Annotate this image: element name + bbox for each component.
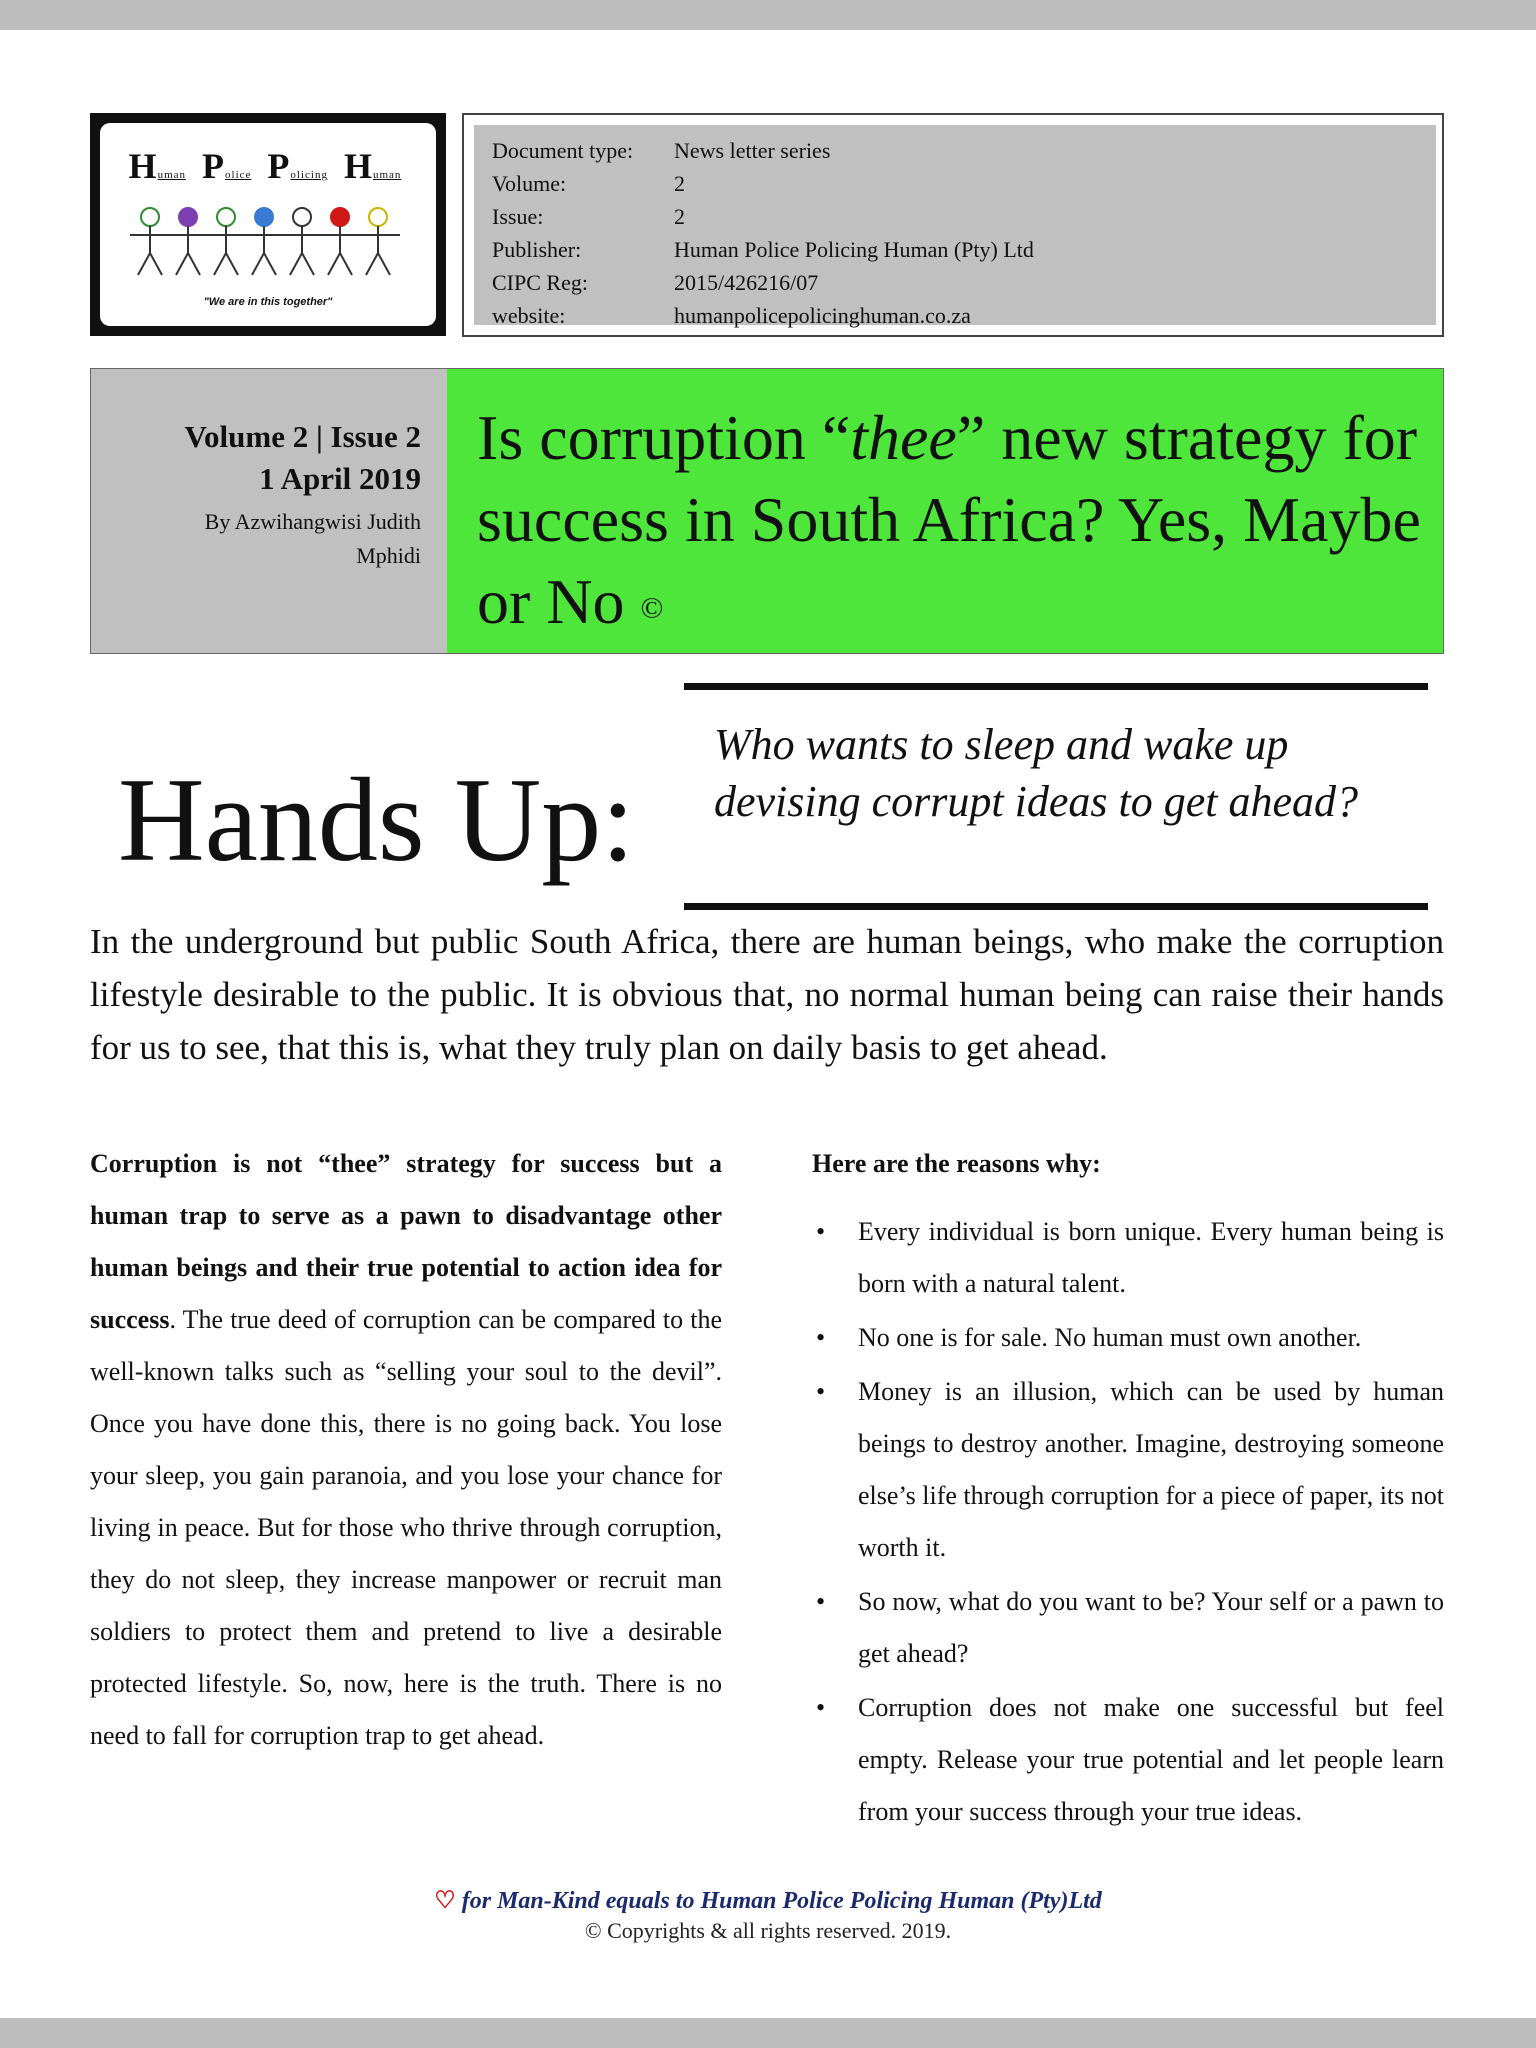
- info-key: CIPC Reg:: [492, 269, 588, 295]
- logo-letters: [100, 145, 436, 187]
- list-item: • Money is an illusion, which can be used by human beings to destroy another. Imagine, destroying someone else’s life through corruption for a piece of paper, its not worth it.: [812, 1366, 1444, 1574]
- website-value: humanpolicepolicinghuman.co.za: [674, 302, 971, 328]
- copyright-icon: ©: [640, 591, 664, 625]
- author-line-2: Mphidi: [356, 543, 421, 568]
- top-border-bar: [0, 0, 1536, 30]
- list-item: • No one is for sale. No human must own another.: [812, 1312, 1444, 1364]
- info-key: Volume:: [492, 170, 567, 196]
- headline-italic: thee: [850, 402, 957, 473]
- left-column-bold-lead: Corruption is not “thee” strategy for success but a human trap to serve as a pawn to disadvantage other human beings and their true potential to action idea for success: [90, 1149, 722, 1334]
- logo-letter-sub: olicing: [290, 169, 328, 181]
- reasons-heading: Here are the reasons why:: [812, 1149, 1101, 1178]
- bottom-rule: [684, 903, 1428, 910]
- info-row-issue: [492, 200, 1436, 233]
- section-subtitle: Who wants to sleep and wake up devising corrupt ideas to get ahead?: [714, 720, 1359, 826]
- logo-tagline: "We are in this together": [203, 296, 333, 308]
- info-row-website: [492, 299, 1436, 332]
- document-info-table: [474, 125, 1436, 328]
- stick-figures-icon: [130, 203, 410, 283]
- info-value: 2: [674, 203, 685, 229]
- issue-date: 1 April 2019: [259, 461, 421, 496]
- logo-letter: H: [128, 146, 158, 186]
- issue-info-panel: [91, 369, 447, 653]
- info-key: Document type:: [492, 137, 634, 163]
- left-column-body: . The true deed of corruption can be compared to the well-known talks such as “selling your soul to the devil”. Once you have done this, there is no going back. You lose your sleep, you gain paranoia, and you lose your chance for living in peace. But for those who thrive through corruption, they do not sleep, they increase manpower or recruit man soldiers to protect them and pretend to live a desirable protected lifestyle. So, now, here is the truth. There is no need to fall for corruption trap to get ahead.: [90, 1305, 722, 1750]
- top-rule: [684, 683, 1428, 690]
- volume-issue: Volume 2 | Issue 2: [184, 419, 421, 454]
- headline: [477, 397, 1423, 649]
- info-row-document-type: [492, 134, 1436, 167]
- info-value: 2: [674, 170, 685, 196]
- footer-copyright: © Copyrights & all rights reserved. 2019.: [584, 1918, 952, 1943]
- info-value: News letter series: [674, 137, 831, 163]
- logo-letter: H: [343, 146, 373, 186]
- right-column: [812, 1138, 1444, 1840]
- heart-icon: ♡: [434, 1888, 456, 1914]
- title-block: [90, 368, 1444, 654]
- document-info-box: [462, 113, 1444, 337]
- bottom-border-bar: [0, 2018, 1536, 2048]
- author-line-1: By Azwihangwisi Judith: [204, 509, 421, 534]
- reasons-list: [812, 1206, 1444, 1838]
- logo-letter-sub: uman: [372, 169, 402, 181]
- intro-paragraph: In the underground but public South Africa, there are human beings, who make the corruption lifestyle desirable to the public. It is obvious that, no normal human being can raise their hands for us to see, that this is, what they truly plan on daily basis to get ahead.: [90, 922, 1444, 1067]
- logo-inner: [100, 123, 436, 326]
- info-value: 2015/426216/07: [674, 269, 819, 295]
- list-item: • So now, what do you want to be? Your self or a pawn to get ahead?: [812, 1576, 1444, 1680]
- headline-panel: [447, 369, 1443, 653]
- logo-letter-sub: olice: [225, 169, 252, 181]
- list-item: • Corruption does not make one successful but feel empty. Release your true potential and let people learn from your success through your true ideas.: [812, 1682, 1444, 1838]
- logo-letter: P: [267, 146, 291, 186]
- info-value: Human Police Policing Human (Pty) Ltd: [674, 236, 1034, 262]
- left-column: [90, 1138, 722, 1762]
- headline-part-1: Is corruption “: [477, 402, 851, 473]
- info-key: website:: [492, 302, 566, 328]
- info-row-publisher: [492, 233, 1436, 266]
- section-title: Hands Up:: [118, 753, 635, 886]
- info-key: Publisher:: [492, 236, 582, 262]
- list-item: • Every individual is born unique. Every human being is born with a natural talent.: [812, 1206, 1444, 1310]
- author-byline: [91, 505, 421, 573]
- footer-tagline: [0, 1886, 1536, 1915]
- info-key: Issue:: [492, 203, 544, 229]
- headline-part-2: ” new strategy for success in South Africa? Yes, Maybe or No: [477, 402, 1421, 637]
- logo-letter-sub: uman: [157, 169, 187, 181]
- info-row-volume: [492, 167, 1436, 200]
- logo-letter: P: [202, 146, 226, 186]
- footer-line-1: for Man-Kind equals to Human Police Policing Human (Pty)Ltd: [461, 1888, 1102, 1914]
- info-row-cipc-reg: [492, 266, 1436, 299]
- hpph-logo: [90, 113, 446, 336]
